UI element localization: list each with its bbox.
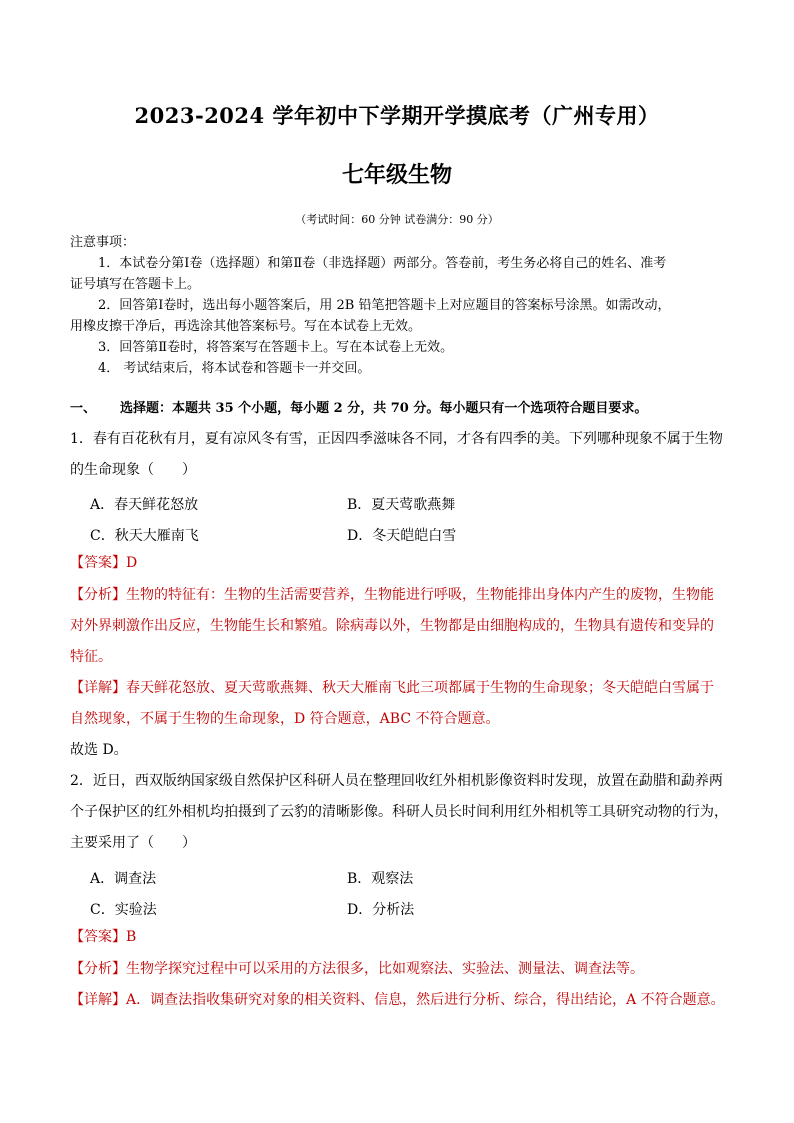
analysis-tag: 【分析】 — [70, 587, 126, 603]
question-2-analysis-line-1 — [70, 954, 730, 985]
detail-tag: 【详解】 — [70, 680, 126, 696]
question-2-option-a: A．调查法 — [90, 871, 157, 887]
notice-item-1-line-1: 1．本试卷分第Ⅰ卷（选择题）和第Ⅱ卷（非选择题）两部分。答卷前，考生务必将自己的姓名、准考 — [98, 256, 667, 271]
notice-item-2-line-2: 用橡皮擦干净后，再选涂其他答案标号。写在本试卷上无效。 — [70, 319, 422, 334]
question-1-answer — [70, 548, 730, 579]
question-2-line-1: 2．近日，西双版纳国家级自然保护区科研人员在整理回收红外相机影像资料时发现，放置在勐腊和勐养两 — [70, 773, 723, 789]
question-2-detail-line-1 — [70, 985, 730, 1016]
notice-item-2-line-1: 2．回答第Ⅰ卷时，选出每小题答案后，用 2B 铅笔把答题卡上对应题目的答案标号涂黑。如需改动， — [98, 298, 671, 313]
section-heading: 选择题：本题共 35 个小题，每小题 2 分，共 70 分。每小题只有一个选项符合题目要求。 — [120, 401, 648, 416]
question-1-detail-line-2: 自然现象，不属于生物的生命现象，D 符合题意，ABC 不符合题意。 — [70, 711, 500, 727]
notice-item-3: 3．回答第Ⅱ卷时，将答案写在答题卡上。写在本试卷上无效。 — [98, 340, 454, 355]
notice-heading: 注意事项： — [70, 235, 136, 250]
question-2-option-b: B．观察法 — [347, 871, 414, 887]
question-2-answer — [70, 922, 730, 953]
notice-item-1-line-2: 证号填写在答题卡上。 — [70, 277, 201, 292]
analysis-text: 生物的特征有：生物的生活需要营养，生物能进行呼吸，生物能排出身体内产生的废物，生物能 — [126, 587, 714, 603]
analysis-tag: 【分析】 — [70, 961, 126, 977]
question-1-option-b: B．夏天莺歌燕舞 — [347, 497, 456, 513]
analysis-text: 生物学探究过程中可以采用的方法很多，比如观察法、实验法、测量法、调查法等。 — [126, 961, 644, 977]
answer-value: D — [126, 555, 138, 571]
notice-item-4: 4． 考试结束后，将本试卷和答题卡一并交回。 — [98, 361, 371, 376]
exam-info: （考试时间：60 分钟 试卷满分：90 分） — [295, 213, 499, 226]
question-1-detail-line-1 — [70, 673, 730, 704]
question-1-option-c: C．秋天大雁南飞 — [90, 528, 199, 544]
question-2-option-c: C．实验法 — [90, 902, 157, 918]
question-1-line-1: 1．春有百花秋有月，夏有凉风冬有雪，正因四季滋味各不同，才各有四季的美。下列哪种现象不属于生物 — [70, 431, 723, 447]
question-1-analysis-line-1 — [70, 580, 730, 611]
question-1-option-a: A．春天鲜花怒放 — [90, 497, 199, 513]
question-1-analysis-line-2: 对外界刺激作出反应，生物能生长和繁殖。除病毒以外，生物都是由细胞构成的，生物具有遗传和变异的 — [70, 618, 714, 634]
answer-tag: 【答案】 — [70, 929, 126, 945]
exam-subject: 七年级生物 — [341, 162, 452, 188]
question-1-conclusion: 故选 D。 — [70, 742, 128, 758]
question-2-line-2: 个子保护区的红外相机均拍摄到了云豹的清晰影像。科研人员长时间利用红外相机等工具研究动物的行为， — [70, 804, 728, 820]
exam-title: 2023-2024 学年初中下学期开学摸底考（广州专用） — [134, 103, 660, 128]
detail-text: A．调查法指收集研究对象的相关资料、信息，然后进行分析、综合，得出结论，A 不符合题意。 — [126, 992, 725, 1008]
question-2-option-d: D．分析法 — [347, 902, 415, 918]
question-1-analysis-line-3: 特征。 — [70, 649, 112, 665]
section-number: 一、 — [70, 401, 97, 416]
question-2-line-3: 主要采用了（ ） — [70, 835, 196, 851]
answer-tag: 【答案】 — [70, 555, 126, 571]
question-1-line-2: 的生命现象（ ） — [70, 462, 196, 478]
question-1-option-d: D．冬天皑皑白雪 — [347, 528, 457, 544]
answer-value: B — [126, 929, 137, 945]
detail-tag: 【详解】 — [70, 992, 126, 1008]
detail-text: 春天鲜花怒放、夏天莺歌燕舞、秋天大雁南飞此三项都属于生物的生命现象；冬天皑皑白雪属于 — [126, 680, 714, 696]
